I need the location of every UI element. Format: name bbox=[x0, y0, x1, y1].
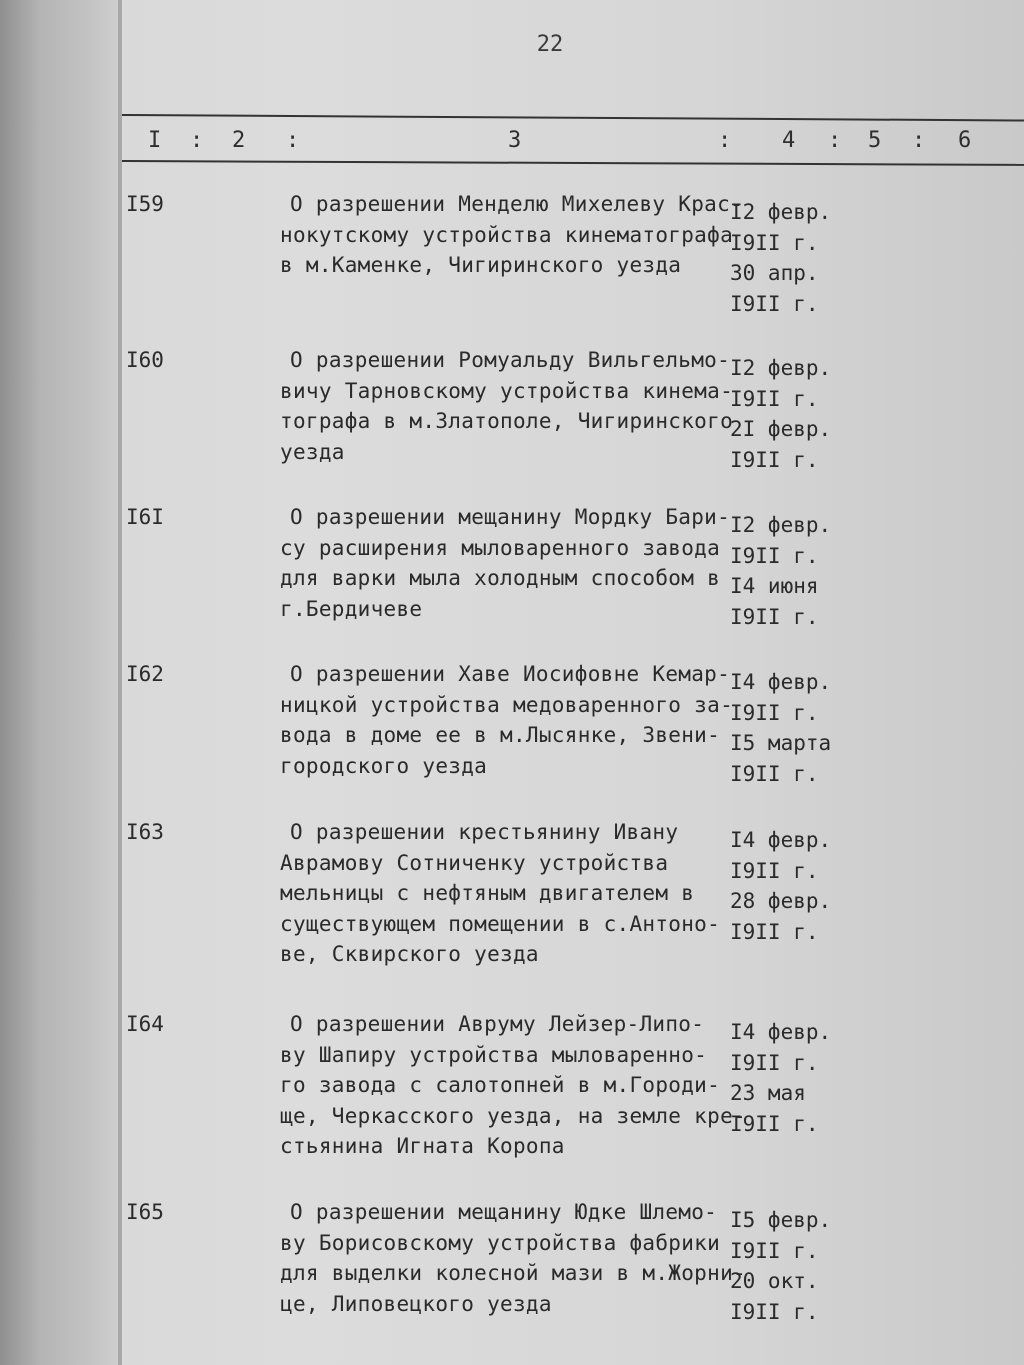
date-day-month: I5 марта bbox=[730, 731, 832, 755]
date-year: I9II г. bbox=[730, 543, 819, 568]
description-line: вода в доме ее в м.Лысянке, Звени- bbox=[280, 723, 721, 747]
description-line: О разрешении мещанину Юдке Шлемо- bbox=[290, 1200, 718, 1224]
date-day-month: I2 февр. bbox=[730, 356, 832, 380]
description-line: су расширения мыловаренного завода bbox=[280, 535, 721, 560]
description-line: в м.Каменке, Чигиринского уезда bbox=[280, 253, 682, 277]
table-top-rule bbox=[122, 114, 1024, 122]
description-line: ницкой устройства медоваренного за- bbox=[280, 692, 734, 717]
entry-row bbox=[0, 505, 1024, 665]
description-line: городского уезда bbox=[280, 753, 488, 778]
description-line: вичу Тарновскому устройства кинема- bbox=[280, 378, 734, 403]
description-line: Аврамову Сотниченку устройства bbox=[280, 850, 669, 875]
description-line: О разрешении Авруму Лейзер-Липо- bbox=[290, 1012, 705, 1036]
table-header-rule bbox=[122, 160, 1024, 166]
date-year: I9II г. bbox=[730, 230, 819, 255]
column-separator: : bbox=[286, 128, 300, 153]
entry-number: I63 bbox=[126, 820, 164, 844]
entry-row bbox=[0, 1200, 1024, 1360]
date-day-month: 28 февр. bbox=[730, 889, 832, 913]
column-separator: : bbox=[718, 128, 732, 153]
entry-row bbox=[0, 662, 1024, 822]
entry-number: I60 bbox=[126, 348, 164, 372]
column-header-4: 4 bbox=[782, 128, 796, 153]
date-year: I9II г. bbox=[730, 761, 819, 786]
date-year: I9II г. bbox=[730, 1111, 819, 1136]
description-line: ве, Сквирского уезда bbox=[280, 942, 539, 966]
column-header-2: 2 bbox=[232, 128, 246, 153]
description-line: О разрешении мещанину Мордку Бари- bbox=[290, 505, 731, 529]
column-separator: : bbox=[912, 128, 926, 153]
description-line: О разрешении Менделю Михелеву Крас- bbox=[290, 192, 744, 216]
date-day-month: 23 мая bbox=[730, 1081, 806, 1105]
date-day-month: I5 февр. bbox=[730, 1208, 832, 1232]
description-line: для выделки колесной мази в м.Жорни- bbox=[280, 1261, 746, 1285]
date-year: I9II г. bbox=[730, 291, 819, 316]
description-line: О разрешении Хаве Иосифовне Кемар- bbox=[290, 662, 731, 686]
description-line: О разрешении Ромуальду Вильгельмо- bbox=[290, 348, 731, 372]
column-separator: : bbox=[828, 128, 842, 153]
entry-number: I64 bbox=[126, 1012, 164, 1036]
description-line: ву Шапиру устройства мыловаренно- bbox=[280, 1042, 708, 1067]
date-year: I9II г. bbox=[730, 386, 819, 411]
description-line: стьянина Игната Коропа bbox=[280, 1134, 565, 1158]
date-year: I9II г. bbox=[730, 447, 819, 472]
date-year: I9II г. bbox=[730, 919, 819, 944]
description-line: це, Липовецкого уезда bbox=[280, 1291, 552, 1316]
date-day-month: I2 февр. bbox=[730, 200, 832, 224]
description-line: уезда bbox=[280, 439, 345, 464]
entry-number: I6I bbox=[126, 505, 164, 529]
column-header-1: I bbox=[148, 128, 162, 153]
column-header-3: 3 bbox=[508, 128, 522, 153]
date-day-month: 20 окт. bbox=[730, 1269, 819, 1293]
description-line: нокутскому устройства кинематографа bbox=[280, 222, 734, 247]
date-day-month: I4 июня bbox=[730, 574, 819, 598]
entry-number: I65 bbox=[126, 1200, 164, 1224]
column-separator: : bbox=[190, 128, 204, 153]
date-year: I9II г. bbox=[730, 1050, 819, 1075]
description-line: го завода с салотопней в м.Городи- bbox=[280, 1073, 721, 1097]
date-year: I9II г. bbox=[730, 604, 819, 629]
entry-row bbox=[0, 820, 1024, 980]
description-line: существующем помещении в с.Антоно- bbox=[280, 911, 721, 936]
date-day-month: I4 февр. bbox=[730, 1020, 832, 1044]
column-header-5: 5 bbox=[868, 128, 882, 153]
date-day-month: I4 февр. bbox=[730, 828, 832, 852]
column-header-6: 6 bbox=[958, 128, 972, 153]
description-line: О разрешении крестьянину Ивану bbox=[290, 820, 679, 844]
entry-row bbox=[0, 192, 1024, 352]
description-line: г.Бердичеве bbox=[280, 596, 423, 621]
entry-number: I59 bbox=[126, 192, 164, 216]
entry-row bbox=[0, 1012, 1024, 1172]
date-day-month: 2I февр. bbox=[730, 417, 832, 441]
entry-row bbox=[0, 348, 1024, 508]
page-number: 22 bbox=[536, 32, 564, 57]
description-line: ву Борисовскому устройства фабрики bbox=[280, 1230, 721, 1255]
date-year: I9II г. bbox=[730, 1238, 819, 1263]
date-day-month: 30 апр. bbox=[730, 261, 819, 285]
date-year: I9II г. bbox=[730, 858, 819, 883]
description-line: для варки мыла холодным способом в bbox=[280, 566, 721, 590]
date-day-month: I2 февр. bbox=[730, 513, 832, 537]
date-year: I9II г. bbox=[730, 1299, 819, 1324]
entry-number: I62 bbox=[126, 662, 164, 686]
description-line: мельницы с нефтяным двигателем в bbox=[280, 881, 695, 905]
date-day-month: I4 февр. bbox=[730, 670, 832, 694]
date-year: I9II г. bbox=[730, 700, 819, 725]
description-line: ще, Черкасского уезда, на земле кре- bbox=[280, 1103, 746, 1128]
description-line: тографа в м.Златополе, Чигиринского bbox=[280, 409, 734, 433]
